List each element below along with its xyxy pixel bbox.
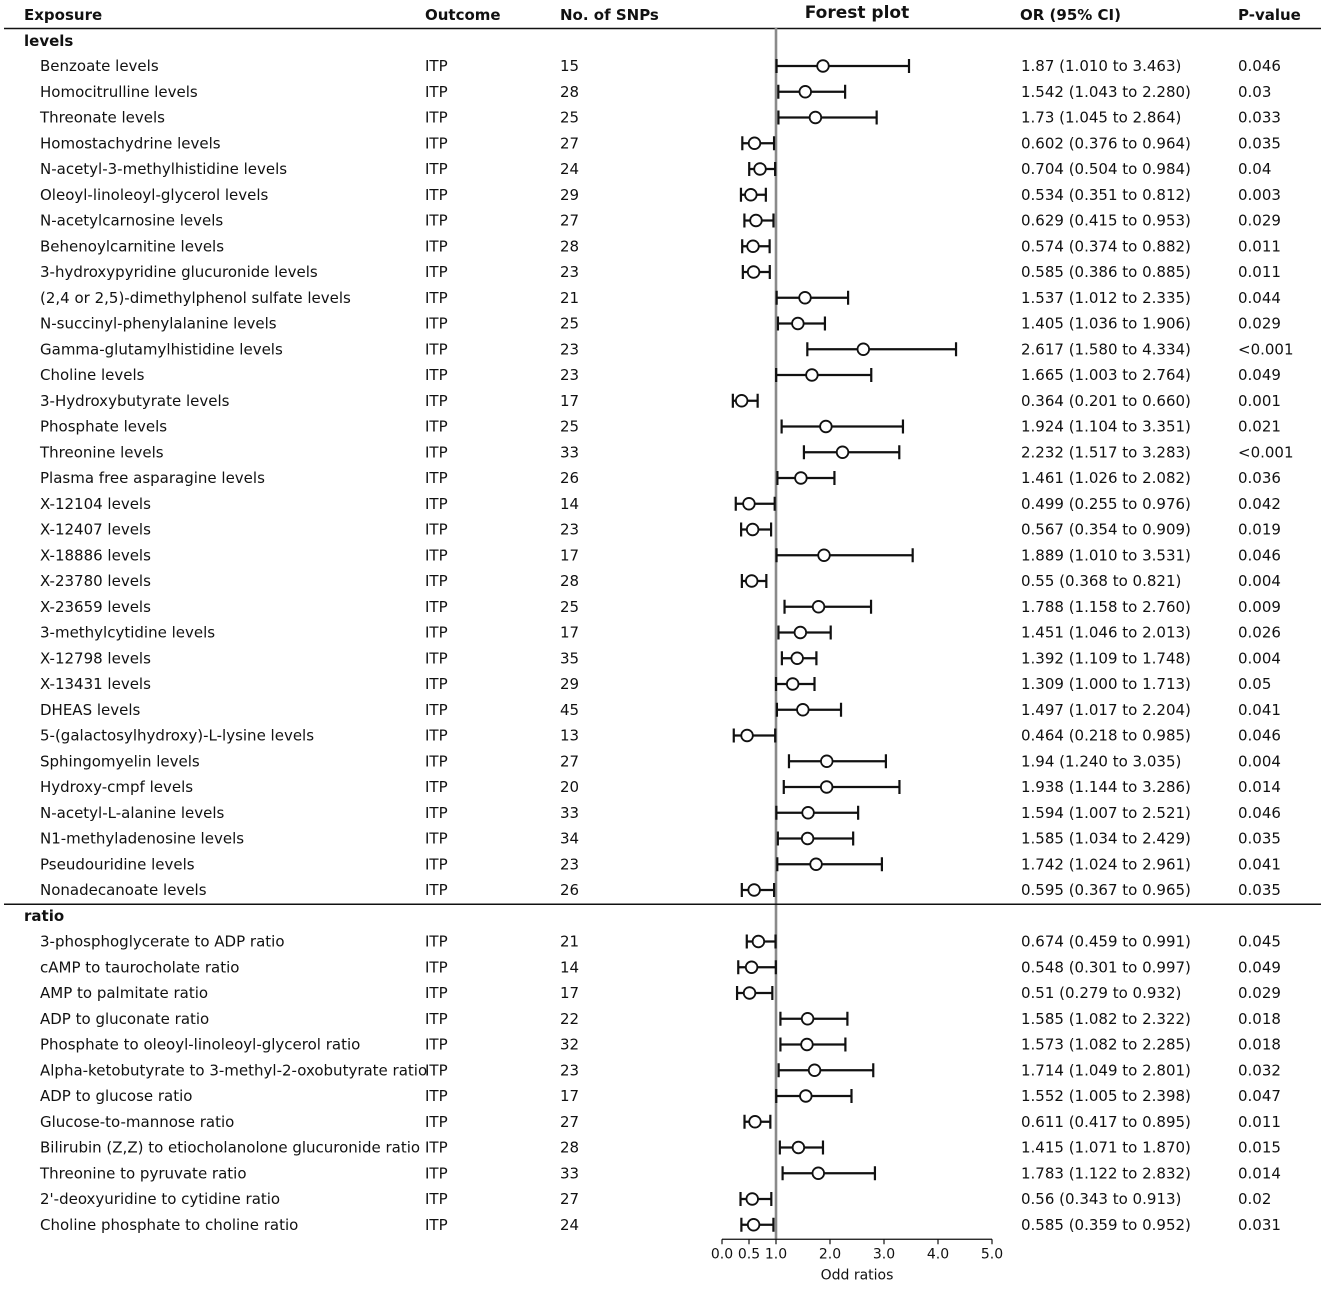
outcome-label: ITP: [425, 1009, 448, 1028]
or-ci-text: 0.674 (0.459 to 0.991): [1021, 932, 1191, 951]
p-value: 0.014: [1238, 1164, 1281, 1183]
or-ci-text: 1.573 (1.082 to 2.285): [1021, 1035, 1191, 1054]
or-point: [812, 1167, 824, 1179]
section-label: ratio: [24, 906, 65, 925]
p-value: 0.029: [1238, 984, 1281, 1002]
or-ci-text: 1.309 (1.000 to 1.713): [1021, 675, 1191, 693]
outcome-label: ITP: [425, 391, 448, 410]
or-ci-text: 1.94 (1.240 to 3.035): [1021, 752, 1182, 771]
p-value: 0.004: [1238, 572, 1281, 590]
snp-count: 23: [560, 340, 580, 359]
or-point: [800, 1090, 812, 1102]
or-ci-text: 1.924 (1.104 to 3.351): [1021, 417, 1191, 436]
x-tick-label: 0.5: [737, 1246, 761, 1263]
outcome-label: ITP: [425, 288, 448, 307]
header-outcome: Outcome: [425, 6, 501, 24]
p-value: 0.018: [1238, 1009, 1281, 1028]
p-value: 0.046: [1238, 803, 1281, 822]
snp-count: 21: [560, 932, 580, 951]
or-ci-text: 1.73 (1.045 to 2.864): [1021, 108, 1182, 127]
exposure-label: Alpha-ketobutyrate to 3-methyl-2-oxobutyrate ratio: [40, 1061, 428, 1080]
snp-count: 23: [560, 366, 580, 384]
or-ci-text: 0.56 (0.343 to 0.913): [1021, 1190, 1182, 1208]
x-tick-label: 5.0: [980, 1246, 1004, 1263]
exposure-label: N1-methyladenosine levels: [40, 829, 245, 848]
or-ci-text: 1.392 (1.109 to 1.748): [1021, 649, 1191, 668]
or-point: [743, 498, 755, 510]
p-value: 0.046: [1238, 726, 1281, 745]
p-value: 0.035: [1238, 134, 1281, 153]
or-point: [787, 678, 799, 690]
or-point: [747, 240, 759, 252]
exposure-label: Gamma-glutamylhistidine levels: [40, 340, 283, 359]
or-point: [810, 858, 822, 870]
exposure-label: X-12104 levels: [40, 494, 151, 513]
outcome-label: ITP: [425, 494, 448, 513]
or-point: [858, 343, 870, 355]
or-ci-text: 1.87 (1.010 to 3.463): [1021, 57, 1182, 75]
or-point: [810, 112, 822, 124]
or-point: [746, 575, 758, 587]
or-point: [795, 627, 807, 639]
snp-count: 17: [560, 984, 580, 1002]
p-value: <0.001: [1238, 340, 1294, 359]
outcome-label: ITP: [425, 1035, 448, 1054]
exposure-label: 3-Hydroxybutyrate levels: [40, 391, 230, 410]
outcome-label: ITP: [425, 314, 448, 333]
p-value: 0.047: [1238, 1087, 1281, 1105]
or-ci-text: 1.542 (1.043 to 2.280): [1021, 82, 1191, 101]
snp-count: 17: [560, 546, 580, 565]
outcome-label: ITP: [425, 803, 448, 822]
p-value: 0.033: [1238, 108, 1281, 127]
or-point: [747, 524, 759, 536]
snp-count: 20: [560, 778, 580, 796]
or-point: [748, 1219, 760, 1231]
outcome-label: ITP: [425, 134, 448, 153]
snp-count: 23: [560, 520, 580, 539]
or-ci-text: 1.415 (1.071 to 1.870): [1021, 1138, 1191, 1157]
snp-count: 23: [560, 855, 580, 874]
exposure-label: X-23780 levels: [40, 572, 151, 590]
outcome-label: ITP: [425, 57, 448, 75]
p-value: 0.044: [1238, 288, 1281, 307]
or-ci-text: 0.51 (0.279 to 0.932): [1021, 984, 1182, 1002]
or-point: [746, 1193, 758, 1205]
outcome-label: ITP: [425, 572, 448, 590]
or-ci-text: 1.665 (1.003 to 2.764): [1021, 366, 1191, 384]
snp-count: 33: [560, 803, 580, 822]
exposure-label: Plasma free asparagine levels: [40, 469, 265, 487]
snp-count: 13: [560, 726, 580, 745]
outcome-label: ITP: [425, 1061, 448, 1080]
exposure-label: Hydroxy-cmpf levels: [40, 778, 194, 796]
or-ci-text: 1.585 (1.082 to 2.322): [1021, 1009, 1191, 1028]
outcome-label: ITP: [425, 211, 448, 230]
outcome-label: ITP: [425, 108, 448, 127]
outcome-label: ITP: [425, 1215, 448, 1234]
snp-count: 25: [560, 108, 580, 127]
snp-count: 28: [560, 572, 580, 590]
or-point: [820, 421, 832, 433]
or-point: [821, 781, 833, 793]
exposure-label: Homostachydrine levels: [40, 134, 221, 153]
snp-count: 14: [560, 494, 580, 513]
snp-count: 14: [560, 958, 580, 977]
exposure-label: Behenoylcarnitine levels: [40, 237, 225, 256]
exposure-label: 5-(galactosylhydroxy)-L-lysine levels: [40, 726, 315, 745]
exposure-label: X-23659 levels: [40, 597, 151, 616]
or-point: [818, 549, 830, 561]
or-point: [741, 730, 753, 742]
p-value: 0.011: [1238, 237, 1281, 256]
p-value: 0.003: [1238, 185, 1281, 204]
snp-count: 27: [560, 211, 580, 230]
outcome-label: ITP: [425, 984, 448, 1002]
snp-count: 29: [560, 185, 580, 204]
snp-count: 27: [560, 1112, 580, 1131]
outcome-label: ITP: [425, 469, 448, 487]
or-point: [809, 1064, 821, 1076]
p-value: 0.046: [1238, 57, 1281, 75]
p-value: 0.045: [1238, 932, 1281, 951]
exposure-label: 2'-deoxyuridine to cytidine ratio: [40, 1190, 281, 1208]
or-point: [799, 86, 811, 98]
p-value: 0.029: [1238, 211, 1281, 230]
outcome-label: ITP: [425, 82, 448, 101]
or-point: [813, 601, 825, 613]
outcome-label: ITP: [425, 649, 448, 668]
exposure-label: N-succinyl-phenylalanine levels: [40, 314, 277, 333]
or-point: [793, 1142, 805, 1154]
p-value: 0.011: [1238, 263, 1281, 281]
exposure-label: cAMP to taurocholate ratio: [40, 958, 240, 977]
exposure-label: Choline phosphate to choline ratio: [40, 1215, 299, 1234]
p-value: 0.015: [1238, 1138, 1281, 1157]
or-ci-text: 0.574 (0.374 to 0.882): [1021, 237, 1191, 256]
outcome-label: ITP: [425, 675, 448, 693]
or-ci-text: 0.567 (0.354 to 0.909): [1021, 520, 1191, 539]
or-point: [791, 652, 803, 664]
or-point: [754, 163, 766, 175]
or-ci-text: 1.497 (1.017 to 2.204): [1021, 700, 1191, 719]
snp-count: 15: [560, 57, 580, 75]
snp-count: 21: [560, 288, 580, 307]
p-value: 0.019: [1238, 520, 1281, 539]
p-value: 0.001: [1238, 391, 1281, 410]
snp-count: 45: [560, 700, 580, 719]
x-tick-label: 0.0: [710, 1246, 734, 1263]
or-ci-text: 0.548 (0.301 to 0.997): [1021, 958, 1191, 977]
outcome-label: ITP: [425, 1138, 448, 1157]
exposure-label: 3-methylcytidine levels: [40, 623, 216, 642]
outcome-label: ITP: [425, 366, 448, 384]
outcome-label: ITP: [425, 160, 448, 178]
snp-count: 17: [560, 391, 580, 410]
exposure-label: X-12407 levels: [40, 520, 151, 539]
p-value: <0.001: [1238, 443, 1294, 462]
x-tick-label: 3.0: [872, 1246, 896, 1263]
or-ci-text: 1.405 (1.036 to 1.906): [1021, 314, 1191, 333]
exposure-label: ADP to glucose ratio: [40, 1087, 193, 1105]
or-point: [753, 936, 765, 948]
outcome-label: ITP: [425, 1164, 448, 1183]
or-ci-text: 0.585 (0.386 to 0.885): [1021, 263, 1191, 281]
outcome-label: ITP: [425, 340, 448, 359]
p-value: 0.04: [1238, 160, 1272, 178]
p-value: 0.004: [1238, 752, 1281, 771]
snp-count: 22: [560, 1009, 580, 1028]
outcome-label: ITP: [425, 417, 448, 436]
x-tick-label: 2.0: [818, 1246, 842, 1263]
outcome-label: ITP: [425, 932, 448, 951]
p-value: 0.029: [1238, 314, 1281, 333]
or-point: [748, 266, 760, 278]
p-value: 0.041: [1238, 700, 1281, 719]
p-value: 0.014: [1238, 778, 1281, 796]
or-point: [802, 833, 814, 845]
outcome-label: ITP: [425, 520, 448, 539]
exposure-label: Homocitrulline levels: [40, 82, 198, 101]
or-point: [745, 189, 757, 201]
exposure-label: Threonate levels: [40, 108, 165, 127]
exposure-label: Sphingomyelin levels: [40, 752, 200, 771]
snp-count: 25: [560, 314, 580, 333]
exposure-label: ADP to gluconate ratio: [40, 1009, 210, 1028]
outcome-label: ITP: [425, 958, 448, 977]
or-point: [749, 137, 761, 149]
p-value: 0.031: [1238, 1215, 1281, 1234]
exposure-label: N-acetyl-3-methylhistidine levels: [40, 160, 288, 178]
or-ci-text: 0.704 (0.504 to 0.984): [1021, 160, 1191, 178]
snp-count: 32: [560, 1035, 580, 1054]
or-point: [801, 1039, 813, 1051]
outcome-label: ITP: [425, 623, 448, 642]
x-axis-label: Odd ratios: [820, 1267, 894, 1284]
exposure-label: DHEAS levels: [40, 700, 141, 719]
or-point: [802, 1013, 814, 1025]
snp-count: 33: [560, 443, 580, 462]
exposure-label: 3-phosphoglycerate to ADP ratio: [40, 932, 285, 951]
exposure-label: Phosphate to oleoyl-linoleoyl-glycerol ratio: [40, 1035, 361, 1054]
or-point: [795, 472, 807, 484]
or-ci-text: 0.364 (0.201 to 0.660): [1021, 391, 1191, 410]
or-ci-text: 0.499 (0.255 to 0.976): [1021, 494, 1191, 513]
outcome-label: ITP: [425, 263, 448, 281]
or-ci-text: 1.451 (1.046 to 2.013): [1021, 623, 1191, 642]
outcome-label: ITP: [425, 185, 448, 204]
outcome-label: ITP: [425, 881, 448, 899]
or-point: [749, 1116, 761, 1128]
snp-count: 17: [560, 623, 580, 642]
outcome-label: ITP: [425, 829, 448, 848]
or-ci-text: 1.788 (1.158 to 2.760): [1021, 597, 1191, 616]
exposure-label: Pseudouridine levels: [40, 855, 195, 874]
exposure-label: X-12798 levels: [40, 649, 151, 668]
or-ci-text: 1.889 (1.010 to 3.531): [1021, 546, 1191, 565]
or-ci-text: 0.595 (0.367 to 0.965): [1021, 881, 1191, 899]
outcome-label: ITP: [425, 546, 448, 565]
or-point: [802, 807, 814, 819]
p-value: 0.011: [1238, 1112, 1281, 1131]
outcome-label: ITP: [425, 778, 448, 796]
p-value: 0.021: [1238, 417, 1281, 436]
exposure-label: Threonine levels: [40, 443, 164, 462]
or-ci-text: 0.602 (0.376 to 0.964): [1021, 134, 1191, 153]
snp-count: 27: [560, 752, 580, 771]
snp-count: 28: [560, 1138, 580, 1157]
snp-count: 25: [560, 597, 580, 616]
exposure-label: Glucose-to-mannose ratio: [40, 1112, 235, 1131]
or-ci-text: 1.783 (1.122 to 2.832): [1021, 1164, 1191, 1183]
p-value: 0.032: [1238, 1061, 1281, 1080]
exposure-label: Bilirubin (Z,Z) to etiocholanolone glucuronide ratio: [40, 1138, 421, 1157]
p-value: 0.05: [1238, 675, 1272, 693]
exposure-label: Oleoyl-linoleoyl-glycerol levels: [40, 185, 269, 204]
or-point: [799, 292, 811, 304]
rows-layer: [4, 28, 1321, 1239]
snp-count: 24: [560, 160, 580, 178]
p-value: 0.049: [1238, 958, 1281, 977]
snp-count: 28: [560, 82, 580, 101]
snp-count: 34: [560, 829, 580, 848]
outcome-label: ITP: [425, 443, 448, 462]
snp-count: 35: [560, 649, 580, 668]
or-ci-text: 1.537 (1.012 to 2.335): [1021, 288, 1191, 307]
p-value: 0.026: [1238, 623, 1281, 642]
exposure-label: N-acetylcarnosine levels: [40, 211, 224, 230]
outcome-label: ITP: [425, 752, 448, 771]
snp-count: 26: [560, 881, 580, 899]
or-point: [806, 369, 818, 381]
snp-count: 28: [560, 237, 580, 256]
snp-count: 27: [560, 134, 580, 153]
header-or: OR (95% CI): [1020, 6, 1121, 24]
x-tick-label: 4.0: [926, 1246, 950, 1263]
p-value: 0.004: [1238, 649, 1281, 668]
exposure-label: Phosphate levels: [40, 417, 168, 436]
or-point: [748, 884, 760, 896]
snp-count: 29: [560, 675, 580, 693]
or-ci-text: 0.585 (0.359 to 0.952): [1021, 1215, 1191, 1234]
chart-title: Forest plot: [804, 3, 910, 23]
x-axis: [711, 1239, 1003, 1283]
exposure-label: X-13431 levels: [40, 675, 151, 693]
outcome-label: ITP: [425, 597, 448, 616]
or-ci-text: 0.464 (0.218 to 0.985): [1021, 726, 1191, 745]
or-ci-text: 1.714 (1.049 to 2.801): [1021, 1061, 1191, 1080]
outcome-label: ITP: [425, 1087, 448, 1105]
header-pvalue: P-value: [1238, 6, 1301, 24]
exposure-label: N-acetyl-L-alanine levels: [40, 803, 225, 822]
or-point: [750, 215, 762, 227]
or-point: [744, 987, 756, 999]
outcome-label: ITP: [425, 700, 448, 719]
snp-count: 23: [560, 1061, 580, 1080]
or-ci-text: 1.552 (1.005 to 2.398): [1021, 1087, 1191, 1105]
or-ci-text: 0.629 (0.415 to 0.953): [1021, 211, 1191, 230]
snp-count: 24: [560, 1215, 580, 1234]
or-ci-text: 2.617 (1.580 to 4.334): [1021, 340, 1191, 359]
exposure-label: 3-hydroxypyridine glucuronide levels: [40, 263, 318, 281]
or-ci-text: 1.461 (1.026 to 2.082): [1021, 469, 1191, 487]
exposure-label: Threonine to pyruvate ratio: [40, 1164, 247, 1183]
header-snps: No. of SNPs: [560, 6, 659, 24]
or-ci-text: 2.232 (1.517 to 3.283): [1021, 443, 1191, 462]
p-value: 0.009: [1238, 597, 1281, 616]
or-point: [746, 961, 758, 973]
section-label: levels: [24, 32, 74, 50]
outcome-label: ITP: [425, 855, 448, 874]
snp-count: 25: [560, 417, 580, 436]
p-value: 0.046: [1238, 546, 1281, 565]
snp-count: 17: [560, 1087, 580, 1105]
snp-count: 26: [560, 469, 580, 487]
snp-count: 27: [560, 1190, 580, 1208]
exposure-label: Nonadecanoate levels: [40, 881, 207, 899]
exposure-label: X-18886 levels: [40, 546, 151, 565]
or-point: [821, 755, 833, 767]
or-ci-text: 0.534 (0.351 to 0.812): [1021, 185, 1191, 204]
or-ci-text: 0.611 (0.417 to 0.895): [1021, 1112, 1191, 1131]
outcome-label: ITP: [425, 237, 448, 256]
snp-count: 23: [560, 263, 580, 281]
p-value: 0.018: [1238, 1035, 1281, 1054]
outcome-label: ITP: [425, 1190, 448, 1208]
p-value: 0.036: [1238, 469, 1281, 487]
or-ci-text: 1.594 (1.007 to 2.521): [1021, 803, 1191, 822]
exposure-label: AMP to palmitate ratio: [40, 984, 209, 1002]
p-value: 0.02: [1238, 1190, 1272, 1208]
p-value: 0.03: [1238, 82, 1272, 101]
p-value: 0.042: [1238, 494, 1281, 513]
p-value: 0.041: [1238, 855, 1281, 874]
or-point: [817, 60, 829, 72]
or-ci-text: 1.585 (1.034 to 2.429): [1021, 829, 1191, 848]
or-ci-text: 1.938 (1.144 to 3.286): [1021, 778, 1191, 796]
outcome-label: ITP: [425, 1112, 448, 1131]
or-point: [797, 704, 809, 716]
outcome-label: ITP: [425, 726, 448, 745]
exposure-label: Benzoate levels: [40, 57, 159, 75]
p-value: 0.035: [1238, 829, 1281, 848]
or-ci-text: 0.55 (0.368 to 0.821): [1021, 572, 1182, 590]
or-ci-text: 1.742 (1.024 to 2.961): [1021, 855, 1191, 874]
snp-count: 33: [560, 1164, 580, 1183]
or-point: [736, 395, 748, 407]
exposure-label: Choline levels: [40, 366, 145, 384]
p-value: 0.035: [1238, 881, 1281, 899]
header-exposure: Exposure: [24, 6, 103, 24]
exposure-label: (2,4 or 2,5)-dimethylphenol sulfate levels: [40, 288, 351, 307]
x-tick-label: 1.0: [764, 1246, 788, 1263]
or-point: [792, 318, 804, 330]
p-value: 0.049: [1238, 366, 1281, 384]
or-point: [837, 446, 849, 458]
